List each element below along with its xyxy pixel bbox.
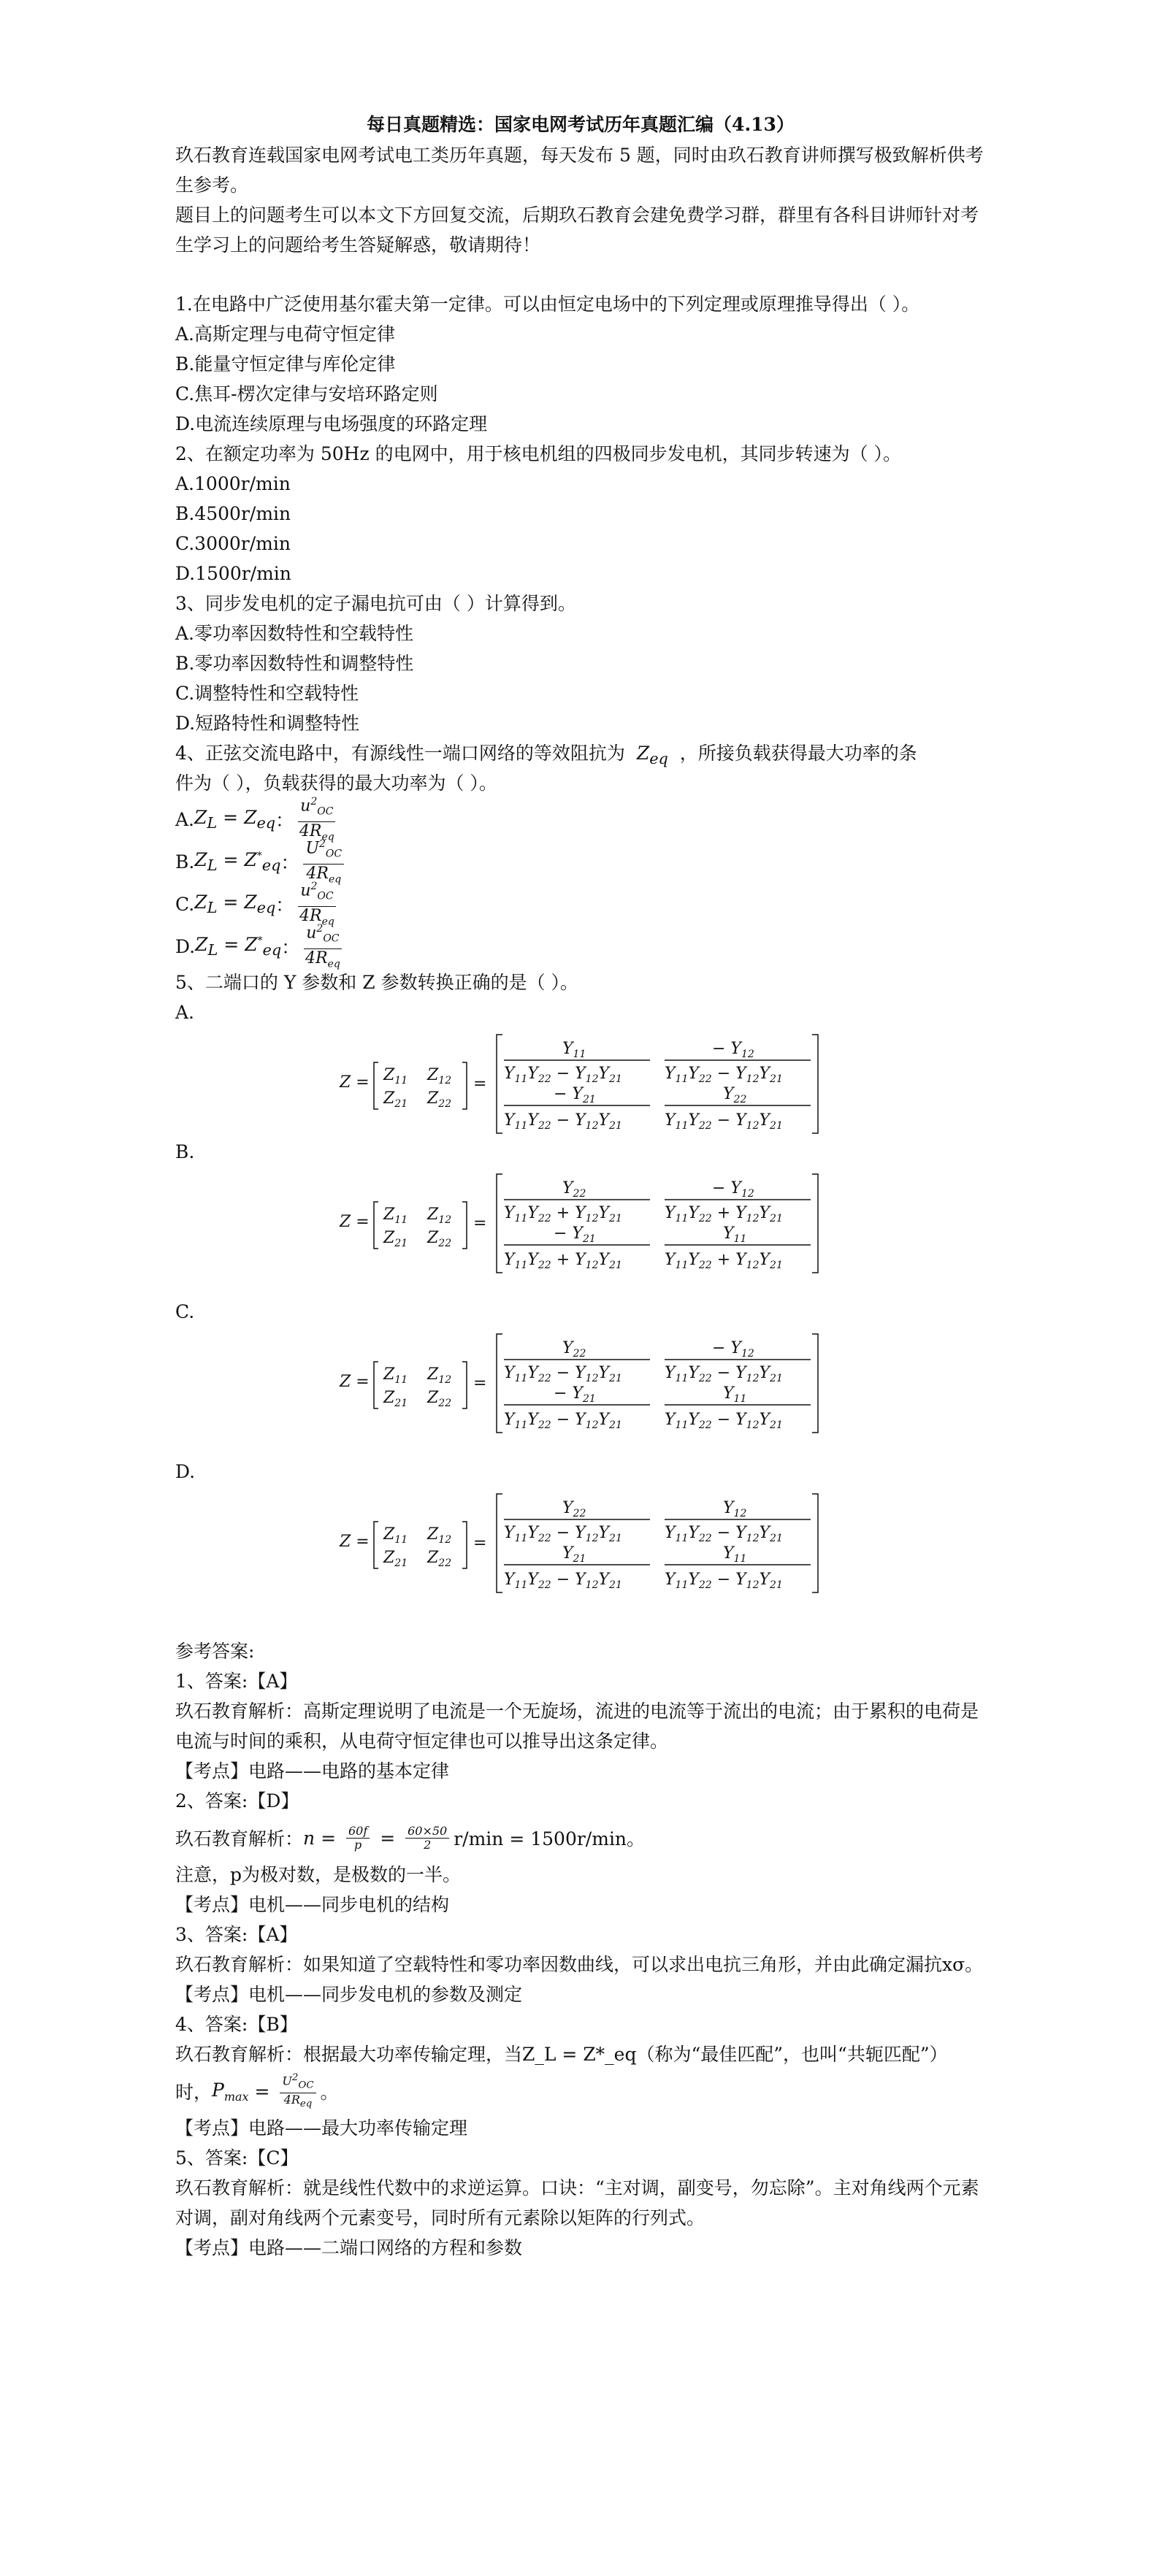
page-title: 每日真题精选：国家电网考试历年真题汇编（4.13） [367,114,795,135]
svg-text:Z12: $Z_{12}$ [427,1365,452,1386]
svg-text:Z =: Z = [340,1213,370,1231]
svg-text:Z12: $Z_{12}$ [427,1205,452,1226]
question-3-option-d: D.短路特性和调整特性 [175,713,360,734]
svg-text:− Y21: − $Y_{21}$ [554,1085,596,1105]
q4-option-d-label: D. [175,935,196,957]
question-2-option-b: B.4500r/min [175,503,291,524]
svg-text:Y11Y22 − Y12Y21: $Y_{11}Y_{22} - Y_{12}Y_{21}$ [504,1364,622,1384]
svg-text:Y11Y22 − Y12Y21: $Y_{11}Y_{22} - Y_{12}Y_{21}$ [665,1065,783,1085]
question-2-option-c: C.3000r/min [175,533,291,554]
question-4-option-c: C. $Z_L = Z_{eq}$ ： $\frac{u^2_{OC}}{4R_{eq}}$ [175,883,986,925]
intro-paragraph-2: 题目上的问题考生可以本文下方回复交流，后期玖石教育会建免费学习群，群里有各科目讲师针对考生学习上的问题给考生答疑解惑，敬请期待！ [175,204,979,256]
svg-text:Y11Y22 − Y12Y21: $Y_{11}Y_{22} - Y_{12}Y_{21}$ [665,1111,783,1132]
answer-5-point: 【考点】电路——二端口网络的方程和参数 [175,2237,523,2258]
answer-1-analysis: 玖石教育解析：高斯定理说明了电流是一个无旋场，流进的电流等于流出的电流；由于累积的电荷是电流与时间的乘积，从电荷守恒定律也可以推导出这条定律。 [175,1701,979,1752]
svg-text:Y11Y22 − Y12Y21: $Y_{11}Y_{22} - Y_{12}Y_{21}$ [665,1571,783,1591]
svg-text:Y11Y22 − Y12Y21: $Y_{11}Y_{22} - Y_{12}Y_{21}$ [665,1411,783,1431]
question-4-option-b: B. $Z_L = Z^*_{eq}$ ： $\frac{U^2_{OC}}{4R_{eq}}$ [175,840,986,883]
svg-text:Z11: $Z_{11}$ [383,1205,408,1226]
answer-2-fraction-1: $\frac{60f}{p}$ [346,1825,370,1852]
svg-text:Z =: Z = [340,1373,370,1391]
question-5-option-b-matrix [175,1167,986,1276]
svg-text:Y11: $Y_{11}$ [723,1224,747,1245]
svg-text:Z22: $Z_{22}$ [427,1089,452,1110]
svg-text:Z12: $Z_{12}$ [427,1066,452,1086]
svg-text:=: = [473,1214,487,1233]
answer-4-label: 4、答案:【B】 [175,2014,298,2035]
answer-3-point: 【考点】电机——同步发电机的参数及测定 [175,1984,523,2005]
svg-text:Y11: $Y_{11}$ [723,1384,747,1405]
question-2-option-a: A.1000r/min [175,473,291,494]
q4-option-c-label: C. [175,893,195,915]
q4-option-b-label: B. [175,851,195,873]
svg-text:Z21: $Z_{21}$ [383,1549,408,1569]
svg-text:Y12: $Y_{12}$ [723,1499,747,1519]
answer-2-point: 【考点】电机——同步电机的结构 [175,1894,450,1915]
answer-1-label: 1、答案:【A】 [175,1671,298,1692]
answer-2-analysis: 玖石教育解析： n = $\frac{60f}{p}$ = $\frac{60\times 50}{2}$ r/min = 1500r/min。 [175,1823,646,1852]
svg-text:Y11Y22 − Y12Y21: $Y_{11}Y_{22} - Y_{12}Y_{21}$ [665,1364,783,1384]
question-1-stem: 1.在电路中广泛使用基尔霍夫第一定律。可以由恒定电场中的下列定理或原理推导得出（ ）。 [175,294,920,315]
svg-text:=: = [473,1075,487,1093]
svg-text:Z21: $Z_{21}$ [383,1229,408,1249]
svg-text:Y22: $Y_{22}$ [723,1085,747,1105]
svg-text:Z =: Z = [340,1533,370,1551]
answer-2-note: 注意，p为极对数，是极数的一半。 [175,1864,462,1885]
svg-text:− Y12: − $Y_{12}$ [712,1179,754,1200]
svg-text:=: = [473,1534,487,1552]
svg-text:Y22: $Y_{22}$ [562,1179,586,1200]
document [175,110,986,2263]
q4-option-a-fraction: $\frac{u^2_{OC}}{4R_{eq}}$ [298,792,335,846]
svg-text:Z11: $Z_{11}$ [383,1365,408,1386]
svg-text:Z21: $Z_{21}$ [383,1089,408,1110]
question-3-option-b: B.零功率因数特性和调整特性 [175,653,414,674]
answer-3-analysis: 玖石教育解析：如果知道了空载特性和零功率因数曲线，可以求出电抗三角形，并由此确定漏抗xσ。 [175,1954,984,1975]
svg-text:Y11: $Y_{11}$ [723,1544,747,1565]
question-1-option-d: D.电流连续原理与电场强度的环路定理 [175,413,488,434]
svg-text:Y21: $Y_{21}$ [562,1544,586,1565]
question-1-option-a: A.高斯定理与电荷守恒定律 [175,323,396,345]
question-5-option-d-label: D. [175,1461,196,1482]
answer-4-analysis: 玖石教育解析：根据最大功率传输定理，当Z_L = Z*_eq（称为“最佳匹配”，也叫“共轭匹配”） [175,2044,948,2065]
svg-text:Y11Y22 − Y12Y21: $Y_{11}Y_{22} - Y_{12}Y_{21}$ [504,1411,622,1431]
question-3-option-a: A.零功率因数特性和空载特性 [175,623,414,644]
svg-text:− Y21: − $Y_{21}$ [554,1224,596,1245]
question-5-option-a-label: A. [175,1002,195,1023]
question-5-option-c-label: C. [175,1301,195,1322]
svg-text:− Y21: − $Y_{21}$ [554,1384,596,1405]
answer-4-analysis-line-2: 时， $P_{max}$ = $\frac{U^2_{OC}}{4R_{eq}}$ 。 [175,2072,339,2109]
svg-text:Y11Y22 − Y12Y21: $Y_{11}Y_{22} - Y_{12}Y_{21}$ [504,1524,622,1544]
svg-text:Z11: $Z_{11}$ [383,1525,408,1546]
svg-text:Z21: $Z_{21}$ [383,1389,408,1409]
question-3-option-c: C.调整特性和空载特性 [175,683,359,704]
question-1-option-c: C.焦耳-楞次定律与安培环路定则 [175,383,438,405]
question-5-option-b-label: B. [175,1141,195,1162]
question-2-stem: 2、在额定功率为 50Hz 的电网中，用于核电机组的四极同步发电机，其同步转速为（ ）。 [175,443,902,464]
svg-text:Y22: $Y_{22}$ [562,1499,586,1519]
answer-5-label: 5、答案:【C】 [175,2147,299,2169]
svg-text:Z22: $Z_{22}$ [427,1229,452,1249]
answer-4-point: 【考点】电路——最大功率传输定理 [175,2117,468,2139]
q4-option-d-fraction: $\frac{u^2_{OC}}{4R_{eq}}$ [304,919,341,973]
q4-option-c-fraction: $\frac{u^2_{OC}}{4R_{eq}}$ [298,877,335,931]
svg-text:Z22: $Z_{22}$ [427,1389,452,1409]
svg-text:Y11Y22 − Y12Y21: $Y_{11}Y_{22} - Y_{12}Y_{21}$ [504,1571,622,1591]
svg-text:Y11Y22 + Y12Y21: $Y_{11}Y_{22} + Y_{12}Y_{21}$ [504,1251,622,1271]
svg-text:Y11Y22 + Y12Y21: $Y_{11}Y_{22} + Y_{12}Y_{21}$ [504,1204,622,1224]
answer-5-analysis: 玖石教育解析：就是线性代数中的求逆运算。口诀：“主对调，副变号，勿忘除”。主对角线两个元素对调，副对角线两个元素变号，同时所有元素除以矩阵的行列式。 [175,2177,979,2228]
question-5-option-a-matrix [175,1027,986,1137]
svg-text:Y11Y22 − Y12Y21: $Y_{11}Y_{22} - Y_{12}Y_{21}$ [504,1065,622,1085]
question-5-stem: 5、二端口的 Y 参数和 Z 参数转换正确的是（ ）。 [175,972,579,993]
svg-text:Z12: $Z_{12}$ [427,1525,452,1546]
svg-text:Y11Y22 − Y12Y21: $Y_{11}Y_{22} - Y_{12}Y_{21}$ [665,1524,783,1544]
answer-3-label: 3、答案:【A】 [175,1924,298,1945]
svg-text:Y11Y22 + Y12Y21: $Y_{11}Y_{22} + Y_{12}Y_{21}$ [665,1251,783,1271]
answer-4-fraction: $\frac{U^2_{OC}}{4R_{eq}}$ [280,2071,315,2111]
question-3-stem: 3、同步发电机的定子漏电抗可由（ ）计算得到。 [175,593,576,614]
answer-2-fraction-2: $\frac{60\times 50}{2}$ [405,1825,449,1852]
question-1-option-b: B.能量守恒定律与库伦定律 [175,353,396,375]
question-2-option-d: D.1500r/min [175,563,291,584]
answer-1-point: 【考点】电路——电路的基本定律 [175,1760,450,1782]
question-5-option-c-matrix [175,1327,986,1436]
svg-text:Z =: Z = [340,1073,370,1092]
answer-2-label: 2、答案:【D】 [175,1790,299,1812]
q4-option-a-label: A. [175,808,195,830]
question-4-option-d: D. $Z_L = Z^*_{eq}$ ： $\frac{u^2_{OC}}{4R_{eq}}$ [175,925,986,967]
svg-text:Y11: $Y_{11}$ [562,1040,586,1060]
question-4-stem-line-1: 4、正弦交流电路中，有源线性一端口网络的等效阻抗为 $Z_{eq}$ ，所接负载获得最大功率的条 [175,743,917,767]
question-4-option-a: A. $Z_L = Z_{eq}$ ： $\frac{u^2_{OC}}{4R_{eq}}$ [175,798,986,840]
svg-text:Y11Y22 − Y12Y21: $Y_{11}Y_{22} - Y_{12}Y_{21}$ [504,1111,622,1132]
svg-text:− Y12: − $Y_{12}$ [712,1339,754,1360]
answers-heading: 参考答案: [175,1641,255,1662]
svg-text:− Y12: − $Y_{12}$ [712,1040,754,1060]
svg-text:Y22: $Y_{22}$ [562,1339,586,1360]
svg-text:=: = [473,1374,487,1392]
svg-text:Z11: $Z_{11}$ [383,1066,408,1086]
svg-text:Z22: $Z_{22}$ [427,1549,452,1569]
svg-text:Y11Y22 + Y12Y21: $Y_{11}Y_{22} + Y_{12}Y_{21}$ [665,1204,783,1224]
question-4-stem-line-2: 件为（ ），负载获得的最大功率为（ ）。 [175,773,497,794]
q4-option-b-fraction: $\frac{U^2_{OC}}{4R_{eq}}$ [303,835,344,889]
question-5-option-d-matrix [175,1487,986,1596]
intro-paragraph-1: 玖石教育连载国家电网考试电工类历年真题，每天发布 5 题，同时由玖石教育讲师撰写极致解析供考生参考。 [175,145,984,196]
